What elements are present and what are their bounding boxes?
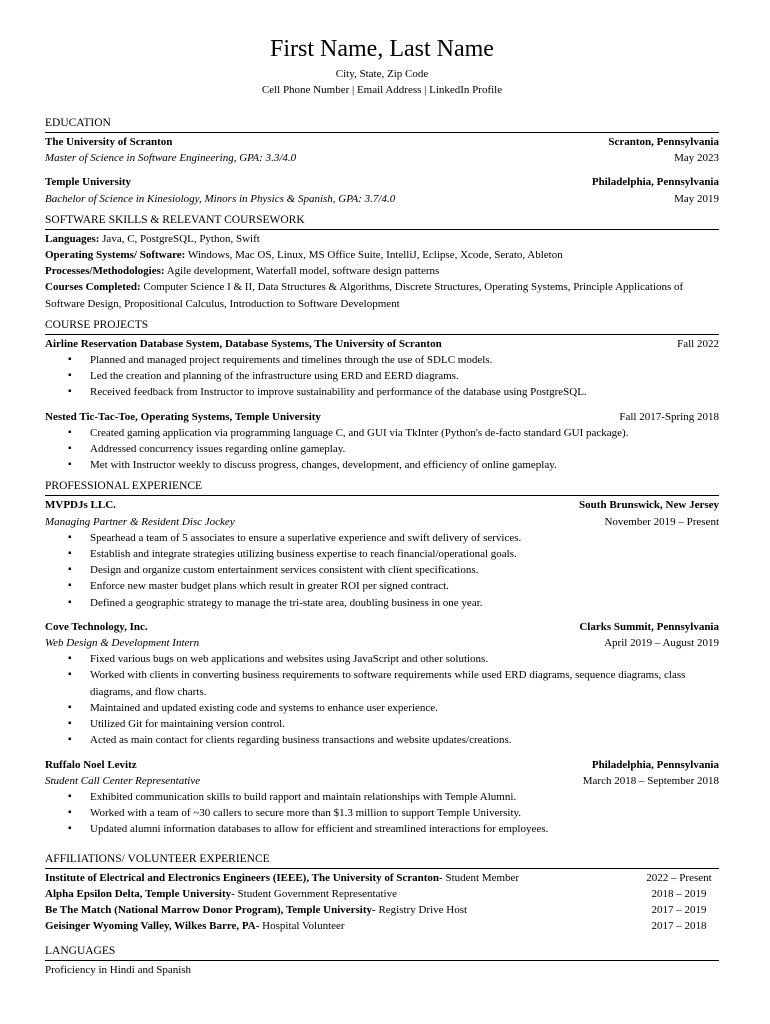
company-name: Cove Technology, Inc.	[45, 620, 148, 633]
bullet-item: ▪ Updated alumni information databases to allow for efficient and streamlined interactions for employees.	[90, 821, 719, 837]
skill-text: Agile development, Waterfall model, software design patterns	[164, 265, 440, 278]
affiliation-role: Student Member	[442, 871, 520, 884]
bullet-item: ▪ Created gaming application via programming language C, and GUI via TkInter (Python's de-facto standard GUI package).	[90, 425, 719, 441]
bullet-item: ▪ Received feedback from Instructor to improve sustainability and performance of the database using PostgreSQL.	[90, 384, 719, 400]
skill-line	[45, 263, 719, 279]
job-entry	[45, 619, 719, 749]
skill-line	[45, 247, 719, 263]
job-dates: April 2019 – August 2019	[604, 637, 719, 650]
skill-line	[45, 231, 719, 247]
bullet-item: ▪ Enforce new master budget plans which result in greater ROI per signed contract.	[90, 578, 719, 594]
bullet-item: ▪ Worked with a team of ~30 callers to secure more than $1.3 million to support Temple University.	[90, 805, 719, 821]
job-bullets	[45, 530, 719, 611]
experience-section	[45, 479, 719, 837]
project-entry	[45, 336, 719, 401]
bullet-item: ▪ Met with Instructor weekly to discuss progress, changes, development, and efficiency of online gameplay.	[90, 457, 719, 473]
job-dates: November 2019 – Present	[604, 515, 719, 528]
candidate-name: First Name, Last Name	[270, 36, 494, 62]
affiliation-org: Be The Match (National Marrow Donor Program), Temple University-	[45, 903, 376, 916]
location-line: City, State, Zip Code	[335, 68, 429, 80]
languages-text: Proficiency in Hindi and Spanish	[45, 964, 192, 977]
skill-text: Computer Science I & II, Data Structures & Algorithms, Discrete Structures, Operating Systems, Principle Applications of Software Design, Propositional Calculus, Introduction to Software Development	[45, 281, 684, 310]
job-role: Student Call Center Representative	[45, 774, 201, 787]
affiliation-org: Institute of Electrical and Electronics Engineers (IEEE), The University of Scranton-	[45, 871, 443, 884]
job-bullets	[45, 789, 719, 838]
project-name: Nested Tic-Tac-Toe, Operating Systems, Temple University	[45, 410, 321, 423]
job-role: Web Design & Development Intern	[45, 637, 200, 650]
job-dates: March 2018 – September 2018	[582, 774, 719, 787]
resume-header	[45, 34, 719, 98]
graduation-date: May 2019	[674, 192, 719, 205]
affiliation-entry	[45, 886, 719, 902]
skill-label: Processes/Methodologies:	[45, 265, 165, 278]
job-entry	[45, 497, 719, 610]
graduation-date: May 2023	[674, 152, 719, 165]
company-name: MVPDJs LLC.	[45, 499, 116, 512]
project-date: Fall 2022	[677, 337, 719, 350]
company-name: Ruffalo Noel Levitz	[45, 758, 137, 771]
school-name: The University of Scranton	[45, 136, 173, 148]
bullet-item: ▪ Maintained and updated existing code and systems to enhance user experience.	[90, 700, 719, 716]
skill-label: Languages:	[45, 232, 100, 245]
education-section	[45, 116, 719, 207]
experience-title: PROFESSIONAL EXPERIENCE	[45, 479, 719, 496]
education-entry	[45, 134, 719, 166]
company-location: South Brunswick, New Jersey	[579, 499, 719, 512]
affiliation-role: Hospital Volunteer	[259, 920, 345, 933]
job-entry	[45, 757, 719, 838]
bullet-item: ▪ Establish and integrate strategies utilizing business expertise to reach financial/operational goals.	[90, 546, 719, 562]
bullet-item: ▪ Worked with clients in converting business requirements to software requirements while used ERD diagrams, sequence diagrams, class diagrams, and flow charts.	[90, 667, 719, 699]
skills-section	[45, 213, 719, 312]
skill-text: Windows, Mac OS, Linux, MS Office Suite, IntelliJ, Eclipse, Xcode, Serato, Ableton	[185, 249, 563, 262]
affiliation-org: Alpha Epsilon Delta, Temple University-	[45, 887, 235, 900]
bullet-item: ▪ Addressed concurrency issues regarding online gameplay.	[90, 441, 719, 457]
bullet-item: ▪ Design and organize custom entertainment services consistent with client specifications.	[90, 562, 719, 578]
skill-line	[45, 279, 719, 311]
bullet-item: ▪ Utilized Git for maintaining version control.	[90, 716, 719, 732]
degree: Bachelor of Science in Kinesiology, Minors in Physics & Spanish, GPA: 3.7/4.0	[45, 192, 396, 205]
education-title: EDUCATION	[45, 116, 719, 133]
job-role: Managing Partner & Resident Disc Jockey	[45, 515, 235, 528]
affiliation-entry	[45, 870, 719, 886]
education-entry	[45, 174, 719, 206]
affiliation-role: Student Government Representative	[234, 887, 397, 900]
degree: Master of Science in Software Engineering, GPA: 3.3/4.0	[45, 152, 297, 165]
affiliation-entry	[45, 902, 719, 918]
school-location: Scranton, Pennsylvania	[608, 136, 719, 148]
school-location: Philadelphia, Pennsylvania	[591, 176, 719, 189]
project-name: Airline Reservation Database System, Database Systems, The University of Scranton	[45, 337, 442, 350]
skill-label: Operating Systems/ Software:	[45, 249, 186, 262]
bullet-item: ▪ Fixed various bugs on web applications and websites using JavaScript and other solutions.	[90, 651, 719, 667]
affiliation-org: Geisinger Wyoming Valley, Wilkes Barre, PA-	[45, 920, 260, 933]
affiliation-date: 2017 – 2019	[651, 903, 707, 916]
skills-title: SOFTWARE SKILLS & RELEVANT COURSEWORK	[45, 213, 719, 230]
school-name: Temple University	[45, 176, 132, 189]
job-bullets	[45, 651, 719, 748]
projects-title: COURSE PROJECTS	[45, 318, 719, 335]
affiliation-date: 2017 – 2018	[651, 920, 707, 933]
affiliation-entry	[45, 918, 719, 934]
languages-title: LANGUAGES	[45, 944, 719, 961]
affiliation-role: Registry Drive Host	[375, 903, 468, 916]
bullet-item: ▪ Led the creation and planning of the infrastructure using ERD and EERD diagrams.	[90, 368, 719, 384]
bullet-item: ▪ Acted as main contact for clients regarding business transactions and website updates/creations.	[90, 732, 719, 748]
project-entry	[45, 409, 719, 474]
skill-label: Courses Completed:	[45, 281, 141, 294]
company-location: Philadelphia, Pennsylvania	[591, 758, 719, 771]
bullet-item: ▪ Exhibited communication skills to build rapport and maintain relationships with Temple Alumni.	[90, 789, 719, 805]
affiliation-date: 2018 – 2019	[651, 887, 707, 900]
affiliation-date: 2022 – Present	[646, 871, 712, 884]
affiliations-title: AFFILIATIONS/ VOLUNTEER EXPERIENCE	[45, 852, 719, 869]
bullet-item: ▪ Defined a geographic strategy to manage the tri-state area, doubling business in one year.	[90, 595, 719, 611]
company-location: Clarks Summit, Pennsylvania	[579, 620, 719, 633]
project-bullets	[45, 352, 719, 401]
affiliations-section	[45, 852, 719, 935]
skill-text: Java, C, PostgreSQL, Python, Swift	[99, 232, 260, 245]
bullet-item: ▪ Spearhead a team of 5 associates to ensure a superlative experience and swift delivery of services.	[90, 530, 719, 546]
contact-line: Cell Phone Number | Email Address | LinkedIn Profile	[261, 84, 503, 96]
projects-section	[45, 318, 719, 474]
project-bullets	[45, 425, 719, 474]
project-date: Fall 2017-Spring 2018	[619, 410, 719, 423]
bullet-item: ▪ Planned and managed project requirements and timelines through the use of SDLC models.	[90, 352, 719, 368]
languages-section	[45, 944, 719, 978]
